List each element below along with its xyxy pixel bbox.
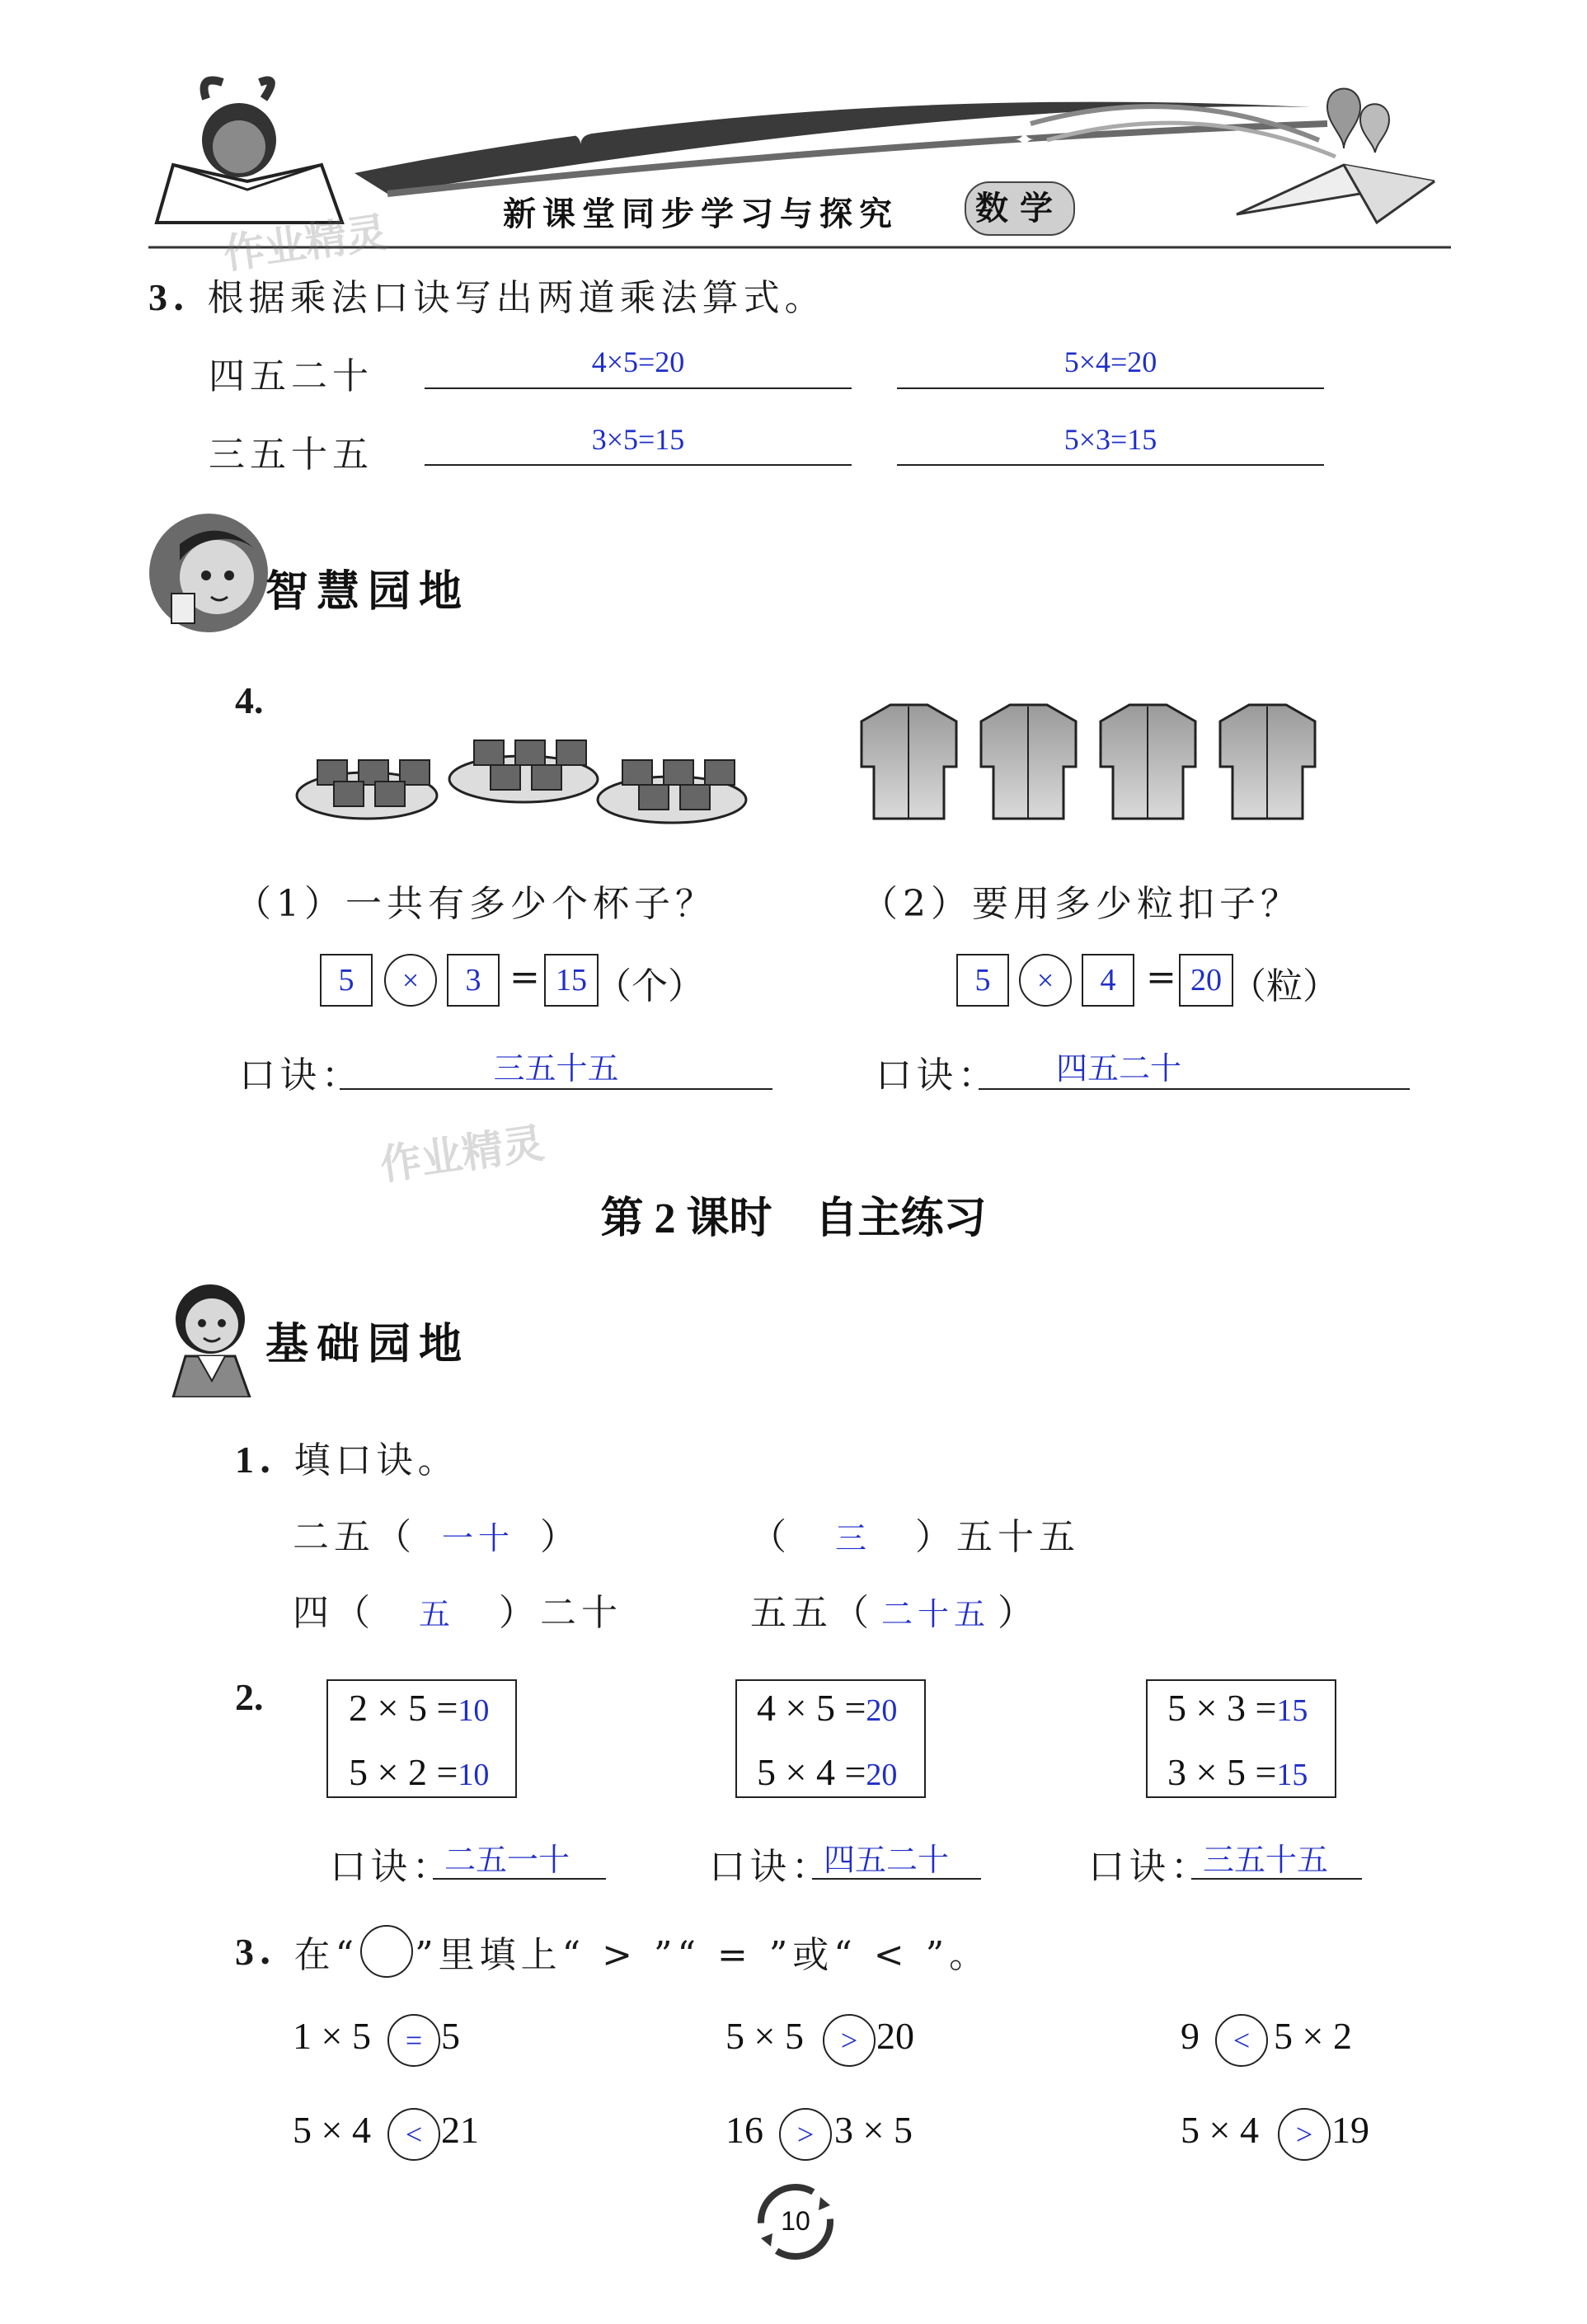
answer-blank[interactable]: 5×3=15	[1063, 423, 1157, 456]
rhyme-text: ）二十	[499, 1592, 622, 1634]
watermark: 作业精灵	[377, 1119, 547, 1190]
rhyme-text: ）	[998, 1592, 1039, 1634]
paper-plane-icon	[1220, 74, 1451, 239]
answer-box[interactable]: 20	[1179, 954, 1233, 1007]
answer-box[interactable]: 4	[1082, 954, 1134, 1007]
equals-sign: =	[509, 956, 540, 998]
answer-box[interactable]: 5	[320, 954, 373, 1007]
watermark: 作业精灵	[220, 208, 391, 279]
operator-circle[interactable]: ×	[384, 954, 437, 1007]
compare-right: 21	[441, 2109, 479, 2151]
rhyme-answer[interactable]: 四五二十	[1055, 1050, 1181, 1087]
rhyme-answer[interactable]: 三	[834, 1520, 871, 1556]
compare-left: 5 × 4	[293, 2109, 371, 2151]
cups-on-trays-image	[293, 717, 754, 829]
answer-blank[interactable]: 5×4=20	[1063, 345, 1157, 378]
sub-question-prompt: （1）一共有多少个杯子？	[235, 883, 716, 925]
answer-blank[interactable]: 3×5=15	[591, 423, 685, 456]
fill-rhyme-item	[750, 1507, 1080, 1560]
unit-label: （粒）	[1230, 965, 1339, 1007]
equation-text: 5 × 3 =	[1167, 1687, 1277, 1729]
compare-circle[interactable]: <	[1215, 2014, 1268, 2067]
compare-right: 19	[1331, 2109, 1369, 2151]
compare-left: 9	[1181, 2015, 1200, 2057]
rhyme-label: 三五十五	[209, 434, 373, 476]
unit-label: （个）	[595, 965, 704, 1007]
question-prompt: 根据乘法口诀写出两道乘法算式。	[207, 277, 826, 319]
rhyme-answer[interactable]: 五	[418, 1596, 455, 1632]
shirts-image	[853, 697, 1331, 824]
compare-left: 5 × 4	[1181, 2109, 1259, 2151]
equation-text: 5 × 2 =	[349, 1751, 458, 1793]
rhyme-label: 口诀：	[330, 1846, 453, 1888]
rhyme-text: 四（	[293, 1592, 375, 1634]
rhyme-answer[interactable]: 四五二十	[823, 1842, 949, 1878]
equation-answer[interactable]: 15	[1276, 1693, 1308, 1728]
equation-answer[interactable]: 15	[1276, 1758, 1308, 1792]
equation-answer[interactable]: 10	[458, 1693, 490, 1728]
fill-rhyme-item	[293, 1507, 581, 1560]
fill-rhyme-item	[293, 1583, 622, 1636]
book-title: 新课堂同步学习与探究	[503, 195, 899, 233]
compare-circle[interactable]: >	[779, 2108, 832, 2161]
operator-circle[interactable]: ×	[1019, 954, 1072, 1007]
rhyme-answer[interactable]: 一十	[441, 1520, 514, 1556]
rhyme-label: 口诀：	[709, 1846, 833, 1888]
compare-right: 3 × 5	[834, 2109, 913, 2151]
question-number: 3	[148, 276, 172, 318]
rhyme-answer[interactable]: 二五一十	[444, 1842, 570, 1878]
reading-kid-icon	[148, 66, 346, 231]
rhyme-answer[interactable]: 三五十五	[1202, 1842, 1328, 1878]
section-title: 智慧园地	[265, 567, 471, 617]
compare-circle[interactable]: >	[1278, 2108, 1331, 2161]
equation-answer[interactable]: 10	[458, 1758, 490, 1792]
thinking-boy-icon	[147, 511, 270, 635]
compare-circle[interactable]: =	[387, 2014, 440, 2067]
lesson-title: 第 2 课时 自主练习	[600, 1195, 987, 1242]
section-title: 基础园地	[265, 1320, 471, 1369]
compare-circle[interactable]: <	[387, 2108, 440, 2161]
rhyme-label: 口诀：	[1088, 1846, 1212, 1888]
question-prompt: 填口诀。	[293, 1439, 459, 1481]
compare-item	[293, 2014, 371, 2058]
equation-answer[interactable]: 20	[866, 1758, 898, 1792]
page-number: 10	[781, 2206, 810, 2236]
equation-text: 3 × 5 =	[1167, 1751, 1277, 1793]
subject-badge: 数学	[965, 181, 1075, 236]
rhyme-answer[interactable]: 三五十五	[493, 1050, 619, 1087]
rhyme-text: 五五（	[750, 1592, 874, 1634]
question-number: 3	[235, 1930, 259, 1973]
answer-blank[interactable]: 4×5=20	[591, 345, 685, 378]
compare-circle[interactable]: >	[823, 2014, 876, 2067]
question-number: 4	[235, 679, 254, 721]
svg-text:✦: ✦	[569, 119, 593, 152]
compare-right: 5	[441, 2015, 460, 2057]
rhyme-text: ）五十五	[915, 1516, 1080, 1558]
rhyme-text: （	[750, 1516, 791, 1558]
prompt-text: 在“	[293, 1934, 359, 1976]
question-number: 2	[235, 1676, 254, 1718]
blank-circle-icon	[360, 1925, 413, 1978]
question-number: 1	[235, 1439, 259, 1481]
svg-text:✦: ✦	[1014, 126, 1035, 155]
compare-left: 16	[725, 2109, 763, 2151]
equation-answer[interactable]: 20	[866, 1693, 898, 1728]
girl-student-icon	[153, 1274, 260, 1397]
answer-box[interactable]: 15	[544, 954, 599, 1007]
equals-sign: =	[1146, 956, 1176, 998]
compare-left: 5 × 5	[725, 2015, 804, 2057]
equation-text: 4 × 5 =	[757, 1687, 866, 1729]
compare-right: 5 × 2	[1274, 2015, 1352, 2057]
fill-rhyme-item	[750, 1583, 1039, 1636]
prompt-text: ”里填上“ > ”“ = ”或“ < ”。	[415, 1934, 991, 1976]
rhyme-answer[interactable]: 二十五	[880, 1596, 990, 1632]
rhyme-label: 口诀：	[239, 1054, 363, 1096]
rhyme-label: 口诀：	[876, 1054, 999, 1096]
rhyme-label: 四五二十	[209, 355, 373, 397]
answer-box[interactable]: 5	[956, 954, 1009, 1007]
equation-text: 5 × 4 =	[757, 1751, 866, 1793]
rhyme-text: 二五（	[293, 1516, 416, 1558]
answer-box[interactable]: 3	[447, 954, 500, 1007]
sub-question-prompt: （2）要用多少粒扣子？	[862, 883, 1302, 925]
compare-right: 20	[876, 2015, 914, 2057]
rhyme-text: ）	[540, 1516, 581, 1558]
compare-left: 1 × 5	[293, 2015, 371, 2057]
equation-text: 2 × 5 =	[349, 1687, 458, 1729]
